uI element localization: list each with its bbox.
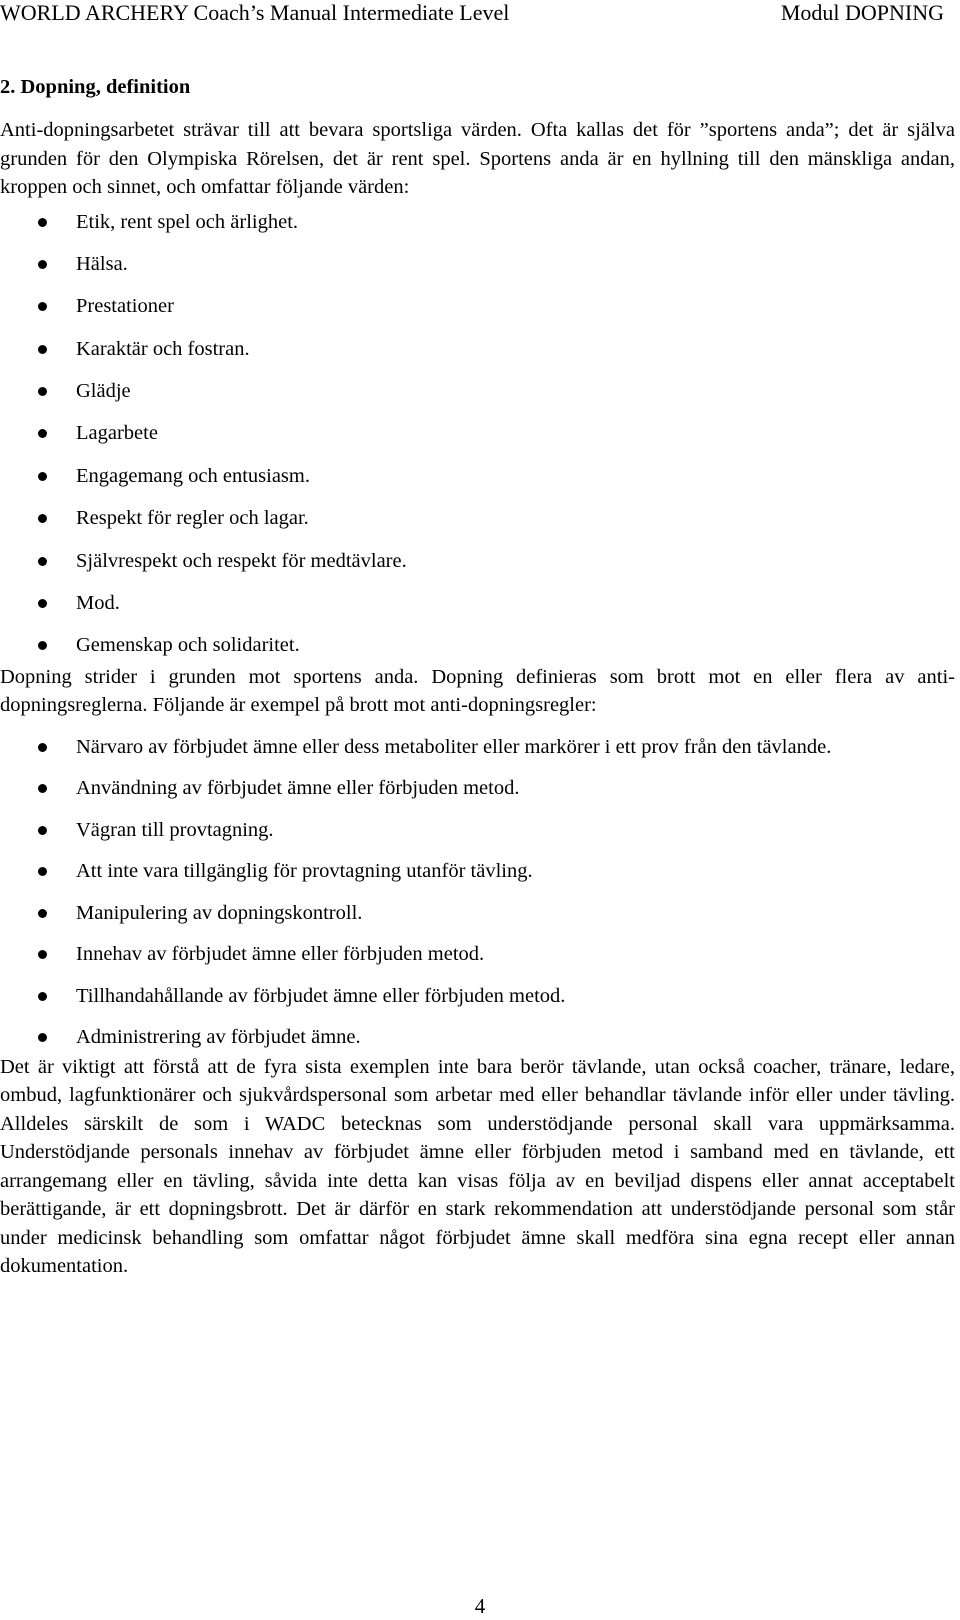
- list-item-text: Engagemang och entusiasm.: [76, 464, 310, 487]
- list-item-text: Användning av förbjudet ämne eller förbjuden metod.: [76, 777, 520, 800]
- bullet-icon: [38, 218, 47, 227]
- bullet-icon: [38, 260, 47, 269]
- document-body: [0, 72, 955, 1281]
- bullet-icon: [38, 909, 47, 918]
- list-item: [0, 631, 955, 660]
- bullet-icon: [38, 992, 47, 1001]
- list-item: [0, 335, 955, 364]
- list-item-text: Respekt för regler och lagar.: [76, 507, 309, 530]
- bullet-icon: [38, 472, 47, 481]
- list-item: [0, 589, 955, 618]
- bullet-icon: [38, 302, 47, 311]
- bullet-icon: [38, 514, 47, 523]
- list-item: [0, 208, 955, 237]
- list-item-text: Manipulering av dopningskontroll.: [76, 901, 363, 924]
- list-item-text: Administrering av förbjudet ämne.: [76, 1026, 361, 1049]
- list-item: [0, 462, 955, 491]
- list-item: [0, 377, 955, 406]
- list-item-text: Vägran till provtagning.: [76, 818, 274, 841]
- list-item: [0, 419, 955, 448]
- bullet-icon: [38, 641, 47, 650]
- list-item-text: Hälsa.: [76, 252, 128, 275]
- page-number: 4: [474, 1594, 486, 1618]
- header-module: Modul DOPNING: [780, 0, 944, 25]
- bullet-icon: [38, 950, 47, 959]
- list-item: [0, 1023, 955, 1052]
- list-item-text: Prestationer: [76, 295, 174, 318]
- bullet-icon: [38, 867, 47, 876]
- values-list: [0, 208, 955, 660]
- list-item: [0, 504, 955, 533]
- list-item: [0, 547, 955, 576]
- list-item-text: Lagarbete: [76, 422, 158, 445]
- list-item-text: Närvaro av förbjudet ämne eller dess metaboliter eller markörer i ett prov från den tävlande.: [76, 735, 832, 758]
- list-item: [0, 733, 955, 762]
- list-item-text: Mod.: [76, 592, 120, 615]
- list-item: [0, 940, 955, 969]
- bullet-icon: [38, 743, 47, 752]
- list-item-text: Gemenskap och solidaritet.: [76, 634, 300, 657]
- bullet-icon: [38, 557, 47, 566]
- list-item-text: Tillhandahållande av förbjudet ämne eller förbjuden metod.: [76, 984, 566, 1007]
- list-item-text: Att inte vara tillgänglig för provtagning utanför tävling.: [76, 860, 533, 883]
- closing-paragraph: Det är viktigt att förstå att de fyra sista exemplen inte bara berör tävlande, utan också coacher, tränare, ledare, ombud, lagfunktionärer och sjukvårdspersonal som arbetar med eller behandlar tävlande inför eller under tävling. Alldeles särskilt de som i WADC betecknas som understödjande personal skall vara uppmärksamma. Understödjande personals innehav av förbjudet ämne eller förbjuden metod i samband med en tävlande, ett arrangemang eller en tävling, såvida inte detta kan visas följa av en beviljad dispens eller annat acceptabelt berättigande, är ett dopningsbrott. Det är därför en stark rekommendation att understödjande personal som står under medicinsk behandling som omfattar något förbjudet ämne skall medföra sina egna recept eller annan dokumentation.: [0, 1055, 955, 1278]
- bullet-icon: [38, 599, 47, 608]
- intro-paragraph: Anti-dopningsarbetet strävar till att bevara sportsliga värden. Ofta kallas det för ”sportens anda”; det är själva grunden för den Olympiska Rörelsen, det är rent spel. Sportens anda är en hyllning till den mänskliga andan, kroppen och sinnet, och omfattar följande värden:: [0, 119, 955, 198]
- bullet-icon: [38, 826, 47, 835]
- bullet-icon: [38, 1033, 47, 1042]
- page-header: [0, 0, 944, 28]
- list-item: [0, 816, 955, 845]
- list-item-text: Innehav av förbjudet ämne eller förbjuden metod.: [76, 943, 485, 966]
- list-item: [0, 292, 955, 321]
- list-item: [0, 250, 955, 279]
- list-item: [0, 899, 955, 928]
- header-title: WORLD ARCHERY Coach’s Manual Intermediate Level: [0, 0, 510, 25]
- list-item: [0, 982, 955, 1011]
- definition-paragraph: Dopning strider i grunden mot sportens anda. Dopning definieras som brott mot en eller flera av anti-dopningsreglerna. Följande är exempel på brott mot anti-dopningsregler:: [0, 665, 955, 717]
- violations-list: [0, 733, 955, 1052]
- list-item-text: Självrespekt och respekt för medtävlare.: [76, 549, 407, 572]
- bullet-icon: [38, 345, 47, 354]
- bullet-icon: [38, 784, 47, 793]
- list-item: [0, 774, 955, 803]
- list-item-text: Karaktär och fostran.: [76, 337, 250, 360]
- list-item-text: Etik, rent spel och ärlighet.: [76, 210, 299, 233]
- list-item: [0, 857, 955, 886]
- section-heading: 2. Dopning, definition: [0, 76, 191, 98]
- bullet-icon: [38, 387, 47, 396]
- list-item-text: Glädje: [76, 380, 131, 403]
- bullet-icon: [38, 429, 47, 438]
